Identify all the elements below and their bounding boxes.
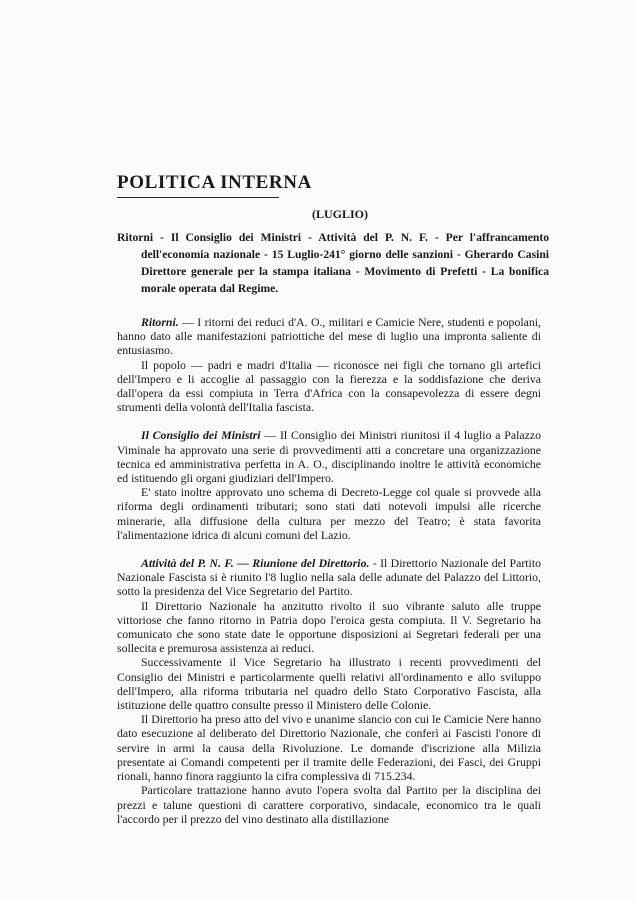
month-subtitle: (LUGLIO) <box>311 207 368 221</box>
paragraph: Il popolo — padri e madri d'Italia — riconosce nei figli che tornano gli artefici dell'Impero e li accoglie al passaggio con la fierezza e la soddisfazione che deriva dall'opera da essi compiuta in Terra d'Africa con la consapevolezza di essere degni strumenti della volontà dell'Italia fascista. <box>117 357 541 415</box>
paragraph: Il Direttorio ha preso atto del vivo e unanime slancio con cui le Camicie Nere hanno dato esecuzione al deliberato del Direttorio Nazionale, che conferì ai Fascisti l'onore di servire in armi la causa della Rivoluzione. Le domande d'iscrizione alla Milizia presentate ai Comandi competenti per il tramite delle Federazioni, dei Fasci, dei Gruppi rionali, hanno finora raggiunto la cifra complessiva di 715.234. <box>117 712 541 784</box>
paragraph <box>117 428 541 485</box>
section-heading-ritorni: Ritorni. <box>141 315 179 329</box>
paragraph-text: — I ritorni dei reduci d'A. O., militari e Camicie Nere, studenti e popolani, hanno dato alle manifestazioni patriottiche del mese di luglio una impronta saliente di entusiasmo. <box>117 315 541 358</box>
paragraph: Successivamente il Vice Segretario ha illustrato i recenti provvedimenti del Consiglio dei Ministri e particolarmente quelli relativi all'ordinamento e allo sviluppo dell'Impero, alla riforma tributaria nel quadro dello Stato Corporativo Fascista, alla istituzione delle quattro consulte presso il Ministero delle Colonie. <box>117 655 541 713</box>
topics-summary: Ritorni - Il Consiglio dei Ministri - Attività del P. N. F. - Per l'affrancamento dell'economia nazionale - 15 Luglio-241° giorno delle sanzioni - Gherardo Casini Direttore generale per la stampa italiana - Movimento di Prefetti - La bonifica morale operata dal Regime. <box>117 231 549 295</box>
section-heading-consiglio: Il Consiglio dei Ministri <box>141 428 261 443</box>
article-body <box>117 315 541 826</box>
paragraph: E' stato inoltre approvato uno schema di Decreto-Legge col quale si provvede alla riforma degli ordinamenti tributari; sono stati dati notevoli impulsi alle ricerche minerarie, alla diffusione della cultura per mezzo del Teatro; è stata favorita l'alimentazione idrica di alcuni comuni del Lazio. <box>117 485 541 542</box>
paragraph-text: - Il Direttorio Nazionale del Partito Nazionale Fascista si è riunito l'8 luglio nella sala delle adunate del Palazzo del Littorio, sotto la presidenza del Vice Segretario del Partito. <box>117 556 541 599</box>
paragraph: Il Direttorio Nazionale ha anzitutto rivolto il suo vibrante saluto alle truppe vittoriose che fanno ritorno in Patria dopo l'eroica gesta compiuta. Il V. Segretario ha comunicato che sono state date le opportune disposizioni ai Segretari federali per una sollecita e premurosa assistenza ai reduci. <box>117 598 541 656</box>
page-title: POLITICA INTERNA <box>117 172 312 193</box>
paragraph <box>117 556 541 599</box>
section-heading-pnf: Attività del P. N. F. — Riunione del Direttorio. <box>141 556 370 571</box>
title-underline <box>117 197 279 198</box>
paragraph <box>117 315 541 358</box>
paragraph-text: — Il Consiglio dei Ministri riunitosi il 4 luglio a Palazzo Viminale ha approvato una serie di provvedimenti atti a concretare una organizzazione tecnica ed amministrativa perfetta in A. O., disciplinando inoltre le attività economiche ed istituendo gli organi giudiziari dell'Impero. <box>117 428 541 486</box>
paragraph: Particolare trattazione hanno avuto l'opera svolta dal Partito per la disciplina dei prezzi e talune questioni di carattere corporativo, sindacale, economico tra le quali l'accordo per il prezzo del vino destinato alla distillazione <box>117 783 541 826</box>
